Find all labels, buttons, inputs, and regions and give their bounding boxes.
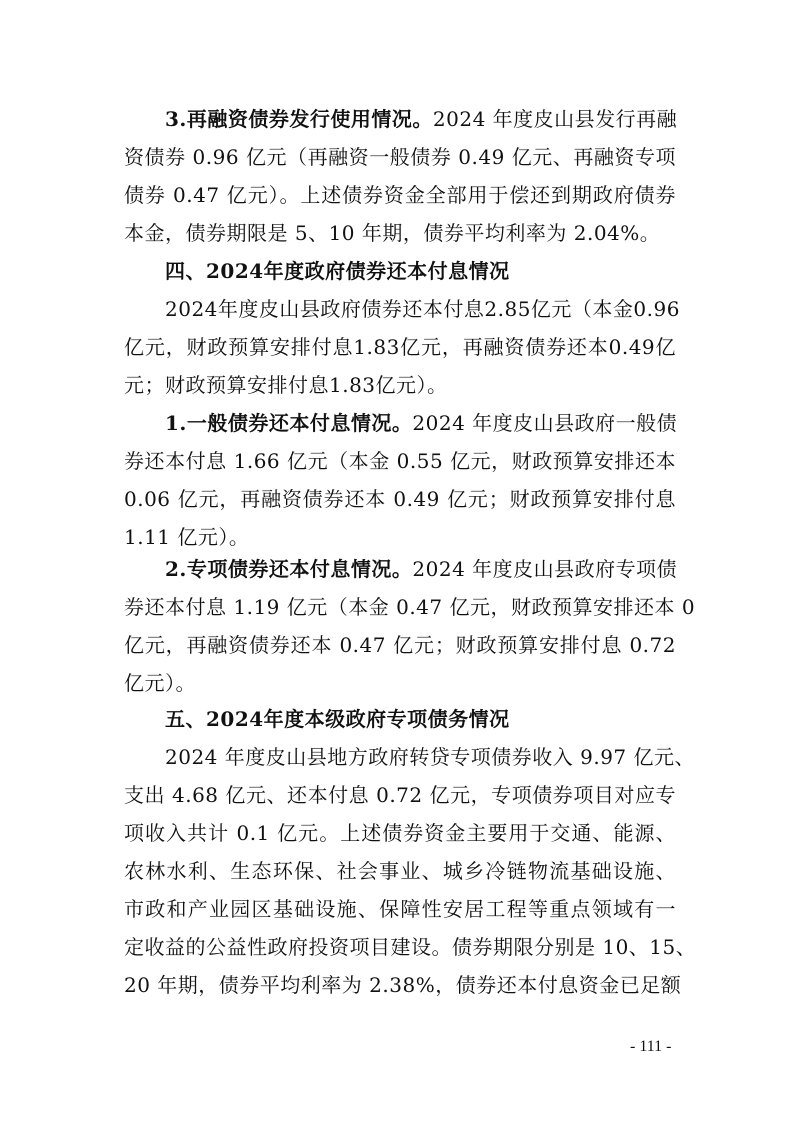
paragraph-refinancing-bonds [124,100,676,252]
paragraph-debt-service-total [124,290,680,404]
text-line: 0.06 亿元，再融资债券还本 0.49 亿元；财政预算安排付息 [124,487,676,511]
section-heading-special-debt: 五、2024年度本级政府专项债务情况 [165,707,510,731]
paragraph-special-bonds [124,550,696,702]
section-heading-debt-service: 四、2024年度政府债券还本付息情况 [165,259,510,283]
text-line: 资债券 0.96 亿元（再融资一般债券 0.49 亿元、再融资专项 [124,145,676,169]
text-line: 本金，债券期限是 5、10 年期，债券平均利率为 2.04%。 [124,221,661,245]
text-line: 2024 年度皮山县地方政府转贷专项债券收入 9.97 亿元、 [165,745,696,769]
paragraph-general-bonds [124,404,676,556]
text-line: 亿元，再融资债券还本 0.47 亿元；财政预算安排付息 0.72 [124,633,676,657]
text-line: 2024 年度皮山县发行再融 [432,107,678,131]
text-line: 20 年期，债券平均利率为 2.38%，债券还本付息资金已足额 [124,973,682,997]
text-line: 券还本付息 1.19 亿元（本金 0.47 亿元，财政预算安排还本 0 [124,595,696,619]
paragraph-special-debt [124,738,697,1004]
paragraph-lead: 3.再融资债券发行使用情况。 [165,107,433,131]
text-line: 市政和产业园区基础设施、保障性安居工程等重点领域有一 [124,897,676,921]
text-line: 亿元）。 [124,671,196,695]
paragraph-lead: 1.一般债券还本付息情况。 [165,411,413,435]
text-line: 券还本付息 1.66 亿元（本金 0.55 亿元，财政预算安排还本 [124,449,676,473]
text-line: 元；财政预算安排付息1.83亿元）。 [124,373,448,397]
text-line: 亿元，财政预算安排付息1.83亿元，再融资债券还本0.49亿 [124,335,676,359]
text-line: 2024 年度皮山县政府一般债 [412,411,678,435]
text-line: 支出 4.68 亿元、还本付息 0.72 亿元，专项债券项目对应专 [124,783,676,807]
text-line: 定收益的公益性政府投资项目建设。债券期限分别是 10、15、 [124,935,697,959]
text-line: 债券 0.47 亿元）。上述债券资金全部用于偿还到期政府债券 [124,183,676,207]
paragraph-lead: 2.专项债券还本付息情况。 [165,557,413,581]
text-line: 项收入共计 0.1 亿元。上述债券资金主要用于交通、能源、 [124,821,676,845]
page-number: - 111 - [630,1038,672,1055]
text-line: 农林水利、生态环保、社会事业、城乡冷链物流基础设施、 [124,859,676,883]
text-line: 2024年度皮山县政府债券还本付息2.85亿元（本金0.96 [165,297,680,321]
text-line: 1.11 亿元）。 [124,525,250,549]
text-line: 2024 年度皮山县政府专项债 [412,557,678,581]
